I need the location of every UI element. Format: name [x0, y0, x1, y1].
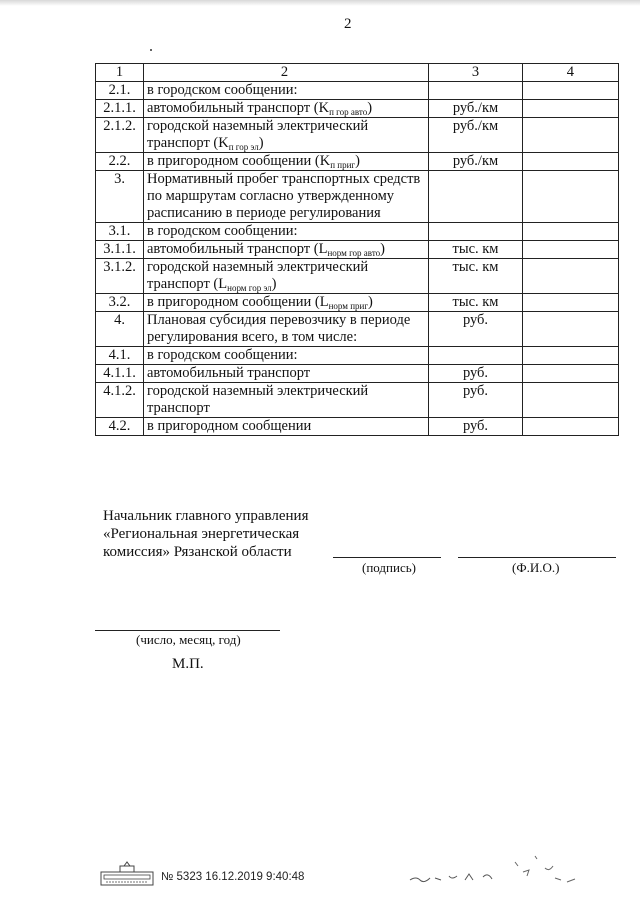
row-description-tail: )	[355, 153, 360, 169]
row-unit: руб./км	[429, 153, 523, 171]
row-description-text: городской наземный электрический транспорт (K	[147, 118, 369, 151]
table-row	[96, 100, 619, 118]
row-description-tail: )	[258, 135, 264, 151]
row-unit: руб./км	[429, 118, 523, 153]
row-description	[144, 118, 429, 153]
scan-edge	[0, 0, 640, 6]
row-description-tail: )	[367, 100, 373, 116]
row-description-text: в пригородном сообщении	[147, 418, 312, 434]
row-value	[523, 118, 619, 153]
row-number: 4.1.2.	[96, 383, 144, 418]
row-value	[523, 365, 619, 383]
row-number: 2.1.	[96, 82, 144, 100]
row-description-text: автомобильный транспорт (K	[147, 100, 330, 116]
row-unit	[429, 171, 523, 223]
date-caption: (число, месяц, год)	[136, 632, 241, 647]
date-line	[95, 630, 280, 631]
row-number: 4.1.1.	[96, 365, 144, 383]
row-description-text: в городском сообщении:	[147, 82, 298, 98]
signatory-title-line-3: комиссия» Рязанской области	[103, 544, 292, 560]
row-description	[144, 82, 429, 100]
row-unit: руб./км	[429, 100, 523, 118]
row-unit: руб.	[429, 365, 523, 383]
row-value	[523, 82, 619, 100]
row-subscript: норм гор эл	[227, 283, 272, 293]
row-description	[144, 294, 429, 312]
seal-place-label: М.П.	[172, 656, 204, 672]
row-value	[523, 294, 619, 312]
row-unit: тыс. км	[429, 241, 523, 259]
row-value	[523, 100, 619, 118]
table-row	[96, 383, 619, 418]
row-unit	[429, 82, 523, 100]
table-row	[96, 259, 619, 294]
table-row	[96, 312, 619, 347]
row-description-text: Плановая субсидия перевозчику в периоде регулирования всего, в том числе:	[147, 312, 411, 345]
table-row	[96, 82, 619, 100]
signatory-title-line-2: «Региональная энергетическая	[103, 526, 300, 542]
row-value	[523, 241, 619, 259]
fio-line	[458, 557, 616, 558]
registry-stamp-icon	[100, 860, 154, 886]
page-number: 2	[344, 16, 352, 32]
row-unit: руб.	[429, 418, 523, 436]
row-number: 2.1.1.	[96, 100, 144, 118]
row-description-text: автомобильный транспорт (L	[147, 241, 328, 257]
row-subscript: п гор эл	[228, 142, 259, 152]
row-unit: тыс. км	[429, 259, 523, 294]
signatory-title-line-1: Начальник главного управления	[103, 508, 309, 524]
row-description-tail: )	[368, 294, 373, 310]
row-value	[523, 418, 619, 436]
row-number: 3.1.	[96, 223, 144, 241]
row-description-text: автомобильный транспорт	[147, 365, 311, 381]
row-description-text: в пригородном сообщении (K	[147, 153, 331, 169]
table-row	[96, 153, 619, 171]
row-number: 3.2.	[96, 294, 144, 312]
row-description	[144, 312, 429, 347]
row-description-text: городской наземный электрический транспорт	[147, 383, 369, 416]
table-row	[96, 223, 619, 241]
table-row	[96, 347, 619, 365]
row-value	[523, 153, 619, 171]
header-col-1: 1	[96, 64, 144, 82]
row-number: 2.2.	[96, 153, 144, 171]
row-description-text: в городском сообщении:	[147, 223, 298, 239]
row-subscript: норм приг	[328, 301, 369, 311]
row-description	[144, 153, 429, 171]
row-description-text: городской наземный электрический транспорт (L	[147, 259, 369, 292]
row-description-text: в городском сообщении:	[147, 347, 298, 363]
row-number: 3.1.2.	[96, 259, 144, 294]
header-col-3: 3	[429, 64, 523, 82]
signature-block	[103, 507, 308, 561]
table-row	[96, 171, 619, 223]
table-row	[96, 118, 619, 153]
row-number: 4.2.	[96, 418, 144, 436]
row-description	[144, 259, 429, 294]
signature-line	[333, 557, 441, 558]
row-description-tail: )	[380, 241, 385, 257]
rates-table	[95, 63, 619, 436]
row-value	[523, 383, 619, 418]
row-number: 4.	[96, 312, 144, 347]
row-subscript: п гор авто	[329, 107, 368, 117]
row-value	[523, 347, 619, 365]
row-value	[523, 223, 619, 241]
row-unit: тыс. км	[429, 294, 523, 312]
table-body	[96, 82, 619, 436]
row-description	[144, 383, 429, 418]
row-description	[144, 100, 429, 118]
row-description	[144, 347, 429, 365]
table-row	[96, 418, 619, 436]
header-col-2: 2	[144, 64, 429, 82]
row-number: 3.1.1.	[96, 241, 144, 259]
document-registry-ref: № 5323 16.12.2019 9:40:48	[161, 871, 305, 883]
row-description-tail: )	[271, 276, 277, 292]
scan-artifacts	[405, 842, 585, 892]
row-subscript: норм гор авто	[327, 248, 381, 258]
row-number: 3.	[96, 171, 144, 223]
row-value	[523, 259, 619, 294]
table-row	[96, 365, 619, 383]
header-col-4: 4	[523, 64, 619, 82]
table-header-row	[96, 64, 619, 82]
table-row	[96, 241, 619, 259]
row-description	[144, 365, 429, 383]
row-number: 2.1.2.	[96, 118, 144, 153]
row-description-text: Нормативный пробег транспортных средств по маршрутам согласно утвержденному расписанию в периоде регулирования	[147, 171, 421, 221]
row-subscript: п приг	[330, 160, 356, 170]
fio-caption: (Ф.И.О.)	[512, 560, 560, 575]
row-description	[144, 223, 429, 241]
row-number: 4.1.	[96, 347, 144, 365]
row-unit: руб.	[429, 383, 523, 418]
row-description	[144, 171, 429, 223]
row-unit	[429, 223, 523, 241]
row-value	[523, 312, 619, 347]
signature-caption: (подпись)	[362, 560, 416, 575]
speck	[150, 49, 152, 51]
row-unit	[429, 347, 523, 365]
row-description	[144, 241, 429, 259]
row-unit: руб.	[429, 312, 523, 347]
row-description-text: в пригородном сообщении (L	[147, 294, 329, 310]
row-description	[144, 418, 429, 436]
row-value	[523, 171, 619, 223]
table-row	[96, 294, 619, 312]
